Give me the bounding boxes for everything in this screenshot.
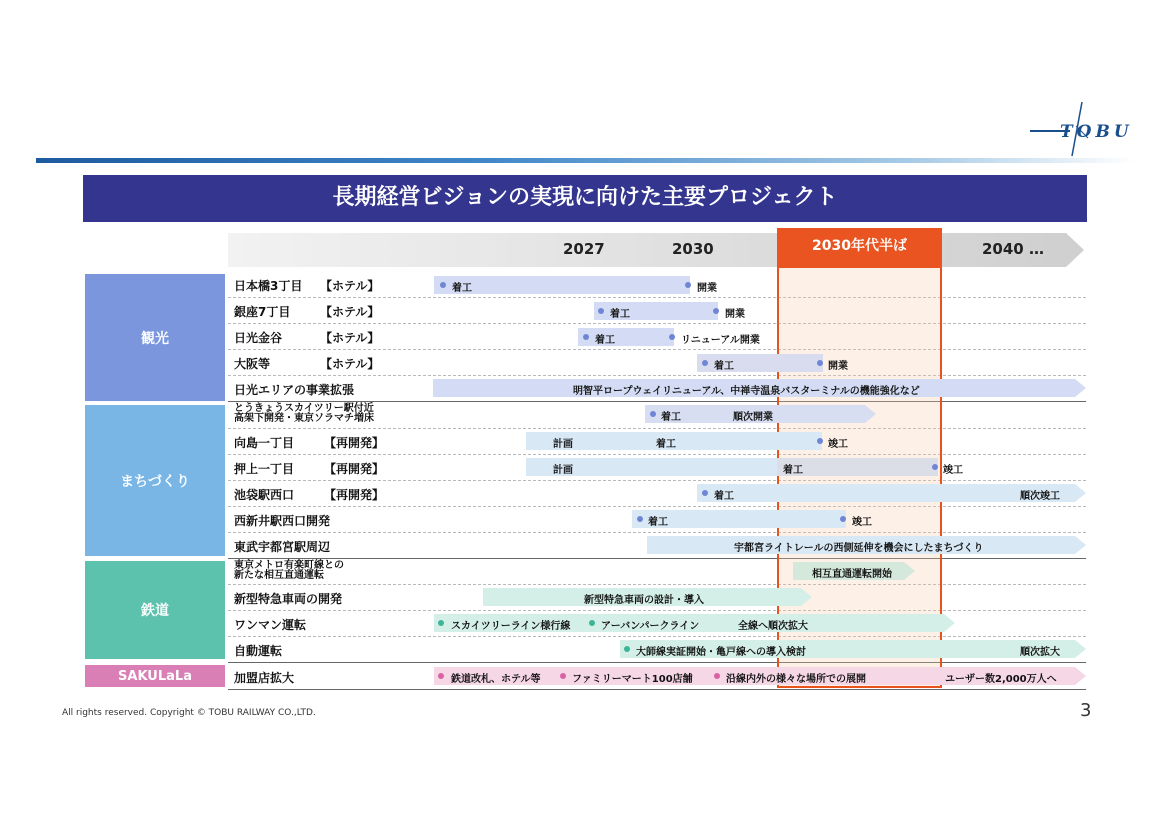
bar-label: 計画 bbox=[553, 439, 573, 450]
timeline-arrow bbox=[228, 233, 1086, 267]
row-label-nikko-kanaya: 日光金谷 【ホテル】 bbox=[234, 331, 380, 345]
milestone-dot bbox=[598, 308, 604, 314]
group-separator bbox=[228, 558, 1086, 559]
bar-label: 竣工 bbox=[943, 465, 963, 476]
bar-label: ユーザー数2,000万人へ bbox=[945, 674, 1057, 685]
row-label-mukojima: 向島一丁目 【再開発】 bbox=[234, 436, 385, 450]
bar-label: リニューアル開業 bbox=[681, 335, 760, 346]
bar-label: 順次開業 bbox=[733, 412, 773, 423]
bar-label: スカイツリーライン様行線 bbox=[451, 621, 571, 632]
row-label-osaka: 大阪等 【ホテル】 bbox=[234, 357, 380, 371]
group-separator bbox=[228, 401, 1086, 402]
bar-label: 鉄道改札、ホテル等 bbox=[451, 674, 541, 685]
row-label-new-express: 新型特急車両の開発 bbox=[234, 592, 343, 606]
bar-label: 着工 bbox=[661, 412, 681, 423]
bar-label: 大師線実証開始・亀戸線への導入検討 bbox=[636, 647, 806, 658]
row-label-ikebukuro: 池袋駅西口 【再開発】 bbox=[234, 488, 385, 502]
group-separator bbox=[228, 662, 1086, 663]
row-separator bbox=[228, 349, 1086, 350]
row-label-ginza: 銀座7丁目 【ホテル】 bbox=[234, 305, 380, 319]
milestone-dot bbox=[669, 334, 675, 340]
bar-label: 順次竣工 bbox=[1020, 491, 1060, 502]
row-label-nishiarai: 西新井駅西口開発 bbox=[234, 514, 331, 528]
category-kanko: 観光 bbox=[85, 274, 225, 401]
bar-label: 全線へ順次拡大 bbox=[738, 621, 808, 632]
milestone-dot bbox=[702, 490, 708, 496]
row-separator bbox=[228, 323, 1086, 324]
bar-label: 開業 bbox=[725, 309, 745, 320]
milestone-dot bbox=[589, 620, 595, 626]
row-separator bbox=[228, 480, 1086, 481]
row-label-merchant-expansion: 加盟店拡大 bbox=[234, 671, 295, 685]
milestone-dot bbox=[817, 438, 823, 444]
milestone-dot bbox=[840, 516, 846, 522]
row-label-metro-yurakucho: 東京メトロ有楽町線との 新たな相互直通運転 bbox=[234, 560, 344, 581]
page-number: 3 bbox=[1080, 700, 1092, 721]
milestone-dot bbox=[438, 620, 444, 626]
table-bottom-line bbox=[228, 689, 1086, 690]
row-label-auto-driving: 自動運転 bbox=[234, 644, 283, 658]
milestone-dot bbox=[440, 282, 446, 288]
bar-label: 宇都宮ライトレールの西側延伸を機会にしたまちづくり bbox=[734, 543, 984, 554]
bar-label: 新型特急車両の設計・導入 bbox=[584, 595, 704, 606]
row-separator bbox=[228, 506, 1086, 507]
year-2030: 2030 bbox=[672, 240, 714, 258]
gantt-bar bbox=[578, 328, 674, 346]
milestone-dot bbox=[932, 464, 938, 470]
milestone-dot bbox=[637, 516, 643, 522]
bar-label: 着工 bbox=[610, 309, 630, 320]
year-2040: 2040 … bbox=[982, 240, 1044, 258]
milestone-dot bbox=[560, 673, 566, 679]
tobu-logo bbox=[1030, 96, 1133, 160]
bar-label: 着工 bbox=[648, 517, 668, 528]
milestone-dot bbox=[713, 308, 719, 314]
bar-label: 開業 bbox=[697, 283, 717, 294]
milestone-dot bbox=[438, 673, 444, 679]
bar-label: ファミリーマート100店舗 bbox=[572, 674, 693, 685]
row-label-oshiage: 押上一丁目 【再開発】 bbox=[234, 462, 385, 476]
header-divider bbox=[36, 158, 1136, 163]
bar-label: 計画 bbox=[553, 465, 573, 476]
row-separator bbox=[228, 636, 1086, 637]
row-label-oneman: ワンマン運転 bbox=[234, 618, 307, 632]
bar-label: 着工 bbox=[452, 283, 472, 294]
bar-label: 沿線内外の様々な場所での展開 bbox=[726, 674, 866, 685]
bar-label: 着工 bbox=[714, 361, 734, 372]
milestone-dot bbox=[702, 360, 708, 366]
row-separator bbox=[228, 297, 1086, 298]
bar-label: 相互直通運転開始 bbox=[812, 569, 892, 580]
category-tetsudo: 鉄道 bbox=[85, 561, 225, 659]
bar-label: 明智平ロープウェイリニューアル、中禅寺温泉バスターミナルの機能強化など bbox=[573, 386, 920, 397]
row-separator bbox=[228, 584, 1086, 585]
row-separator bbox=[228, 610, 1086, 611]
milestone-dot bbox=[583, 334, 589, 340]
bar-label: 着工 bbox=[783, 465, 803, 476]
row-separator bbox=[228, 375, 1086, 376]
page-title: 長期経営ビジョンの実現に向けた主要プロジェクト bbox=[83, 175, 1087, 222]
row-label-nikko-area: 日光エリアの事業拡張 bbox=[234, 383, 355, 397]
bar-label: アーバンパークライン bbox=[601, 621, 700, 632]
row-label-skytree: とうきょうスカイツリー駅付近 高架下開発・東京ソラマチ増床 bbox=[234, 403, 374, 424]
milestone-dot bbox=[624, 646, 630, 652]
logo-text: TOBU bbox=[1060, 122, 1133, 142]
milestone-dot bbox=[650, 411, 656, 417]
milestone-dot bbox=[817, 360, 823, 366]
year-2027: 2027 bbox=[563, 240, 605, 258]
row-label-nihonbashi: 日本橋3丁目 【ホテル】 bbox=[234, 279, 380, 293]
bar-label: 順次拡大 bbox=[1020, 647, 1060, 658]
row-label-utsunomiya: 東武宇都宮駅周辺 bbox=[234, 540, 331, 554]
bar-label: 竣工 bbox=[852, 517, 872, 528]
bar-label: 開業 bbox=[828, 361, 848, 372]
row-separator bbox=[228, 428, 1086, 429]
bar-label: 着工 bbox=[714, 491, 734, 502]
bar-label: 着工 bbox=[595, 335, 615, 346]
category-machizukuri: まちづくり bbox=[85, 405, 225, 556]
row-separator bbox=[228, 532, 1086, 533]
gantt-bar bbox=[434, 276, 690, 294]
category-sakulala: SAKULaLa bbox=[85, 665, 225, 687]
highlight-mid-2030s-header: 2030年代半ば bbox=[777, 228, 942, 268]
milestone-dot bbox=[685, 282, 691, 288]
bar-label: 着工 bbox=[656, 439, 676, 450]
bar-label: 竣工 bbox=[828, 439, 848, 450]
row-separator bbox=[228, 454, 1086, 455]
milestone-dot bbox=[714, 673, 720, 679]
copyright-text: All rights reserved. Copyright © TOBU RAILWAY CO.,LTD. bbox=[62, 708, 316, 718]
